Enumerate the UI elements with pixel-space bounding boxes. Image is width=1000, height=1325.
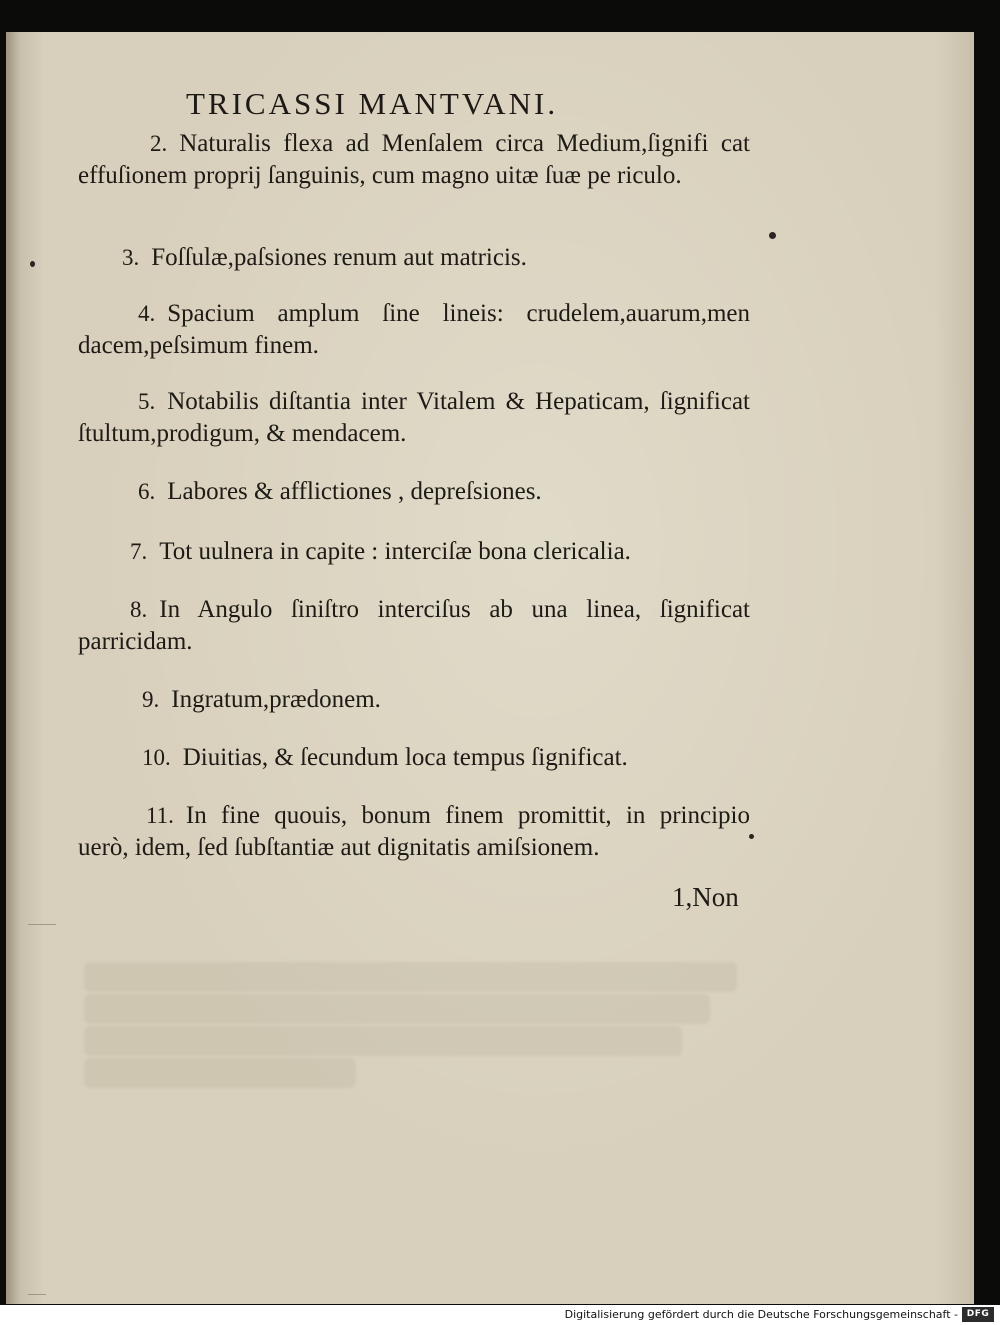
ink-spot xyxy=(30,261,35,267)
entry-5 xyxy=(78,386,750,450)
entry-text: Ingratum,prædonem. xyxy=(171,686,381,713)
entry-3 xyxy=(78,242,750,274)
entry-number: 5. xyxy=(138,389,156,414)
entry-text: In fine quouis, bonum finem promittit, in principio uerò, idem, ſed ſubſtantiæ aut dignitatis amiſsionem. xyxy=(78,802,750,861)
ink-spot xyxy=(769,232,776,239)
entry-text: In Angulo ſiniſtro interciſus ab una linea, ſignificat parricidam. xyxy=(78,596,750,655)
margin-rule xyxy=(28,924,56,925)
entry-number: 4. xyxy=(138,301,156,326)
entry-number: 8. xyxy=(130,597,148,622)
entry-text: Tot uulnera in capite : interciſæ bona clericalia. xyxy=(159,538,631,565)
entry-8 xyxy=(78,594,750,658)
digitization-footer xyxy=(0,1305,1000,1325)
entry-7 xyxy=(78,536,750,568)
entry-text: Labores & afflictiones , depreſsiones. xyxy=(167,478,542,505)
entry-number: 10. xyxy=(142,745,171,770)
dfg-logo: DFG xyxy=(962,1307,994,1322)
running-head: TRICASSI MANTVANI. xyxy=(186,86,559,121)
entry-number: 6. xyxy=(138,479,156,504)
entry-number: 11. xyxy=(146,803,174,828)
entry-number: 9. xyxy=(142,687,160,712)
catchword: 1,Non xyxy=(672,882,739,912)
entry-number: 2. xyxy=(150,131,168,156)
entry-10 xyxy=(78,742,750,774)
entry-4 xyxy=(78,298,750,362)
entry-6 xyxy=(78,476,750,508)
funding-credit: Digitalisierung gefördert durch die Deutsche Forschungsgemeinschaft - xyxy=(564,1308,958,1321)
entry-11 xyxy=(78,800,750,864)
entry-text: Notabilis diſtantia inter Vitalem & Hepaticam, ſignificat ſtultum,prodigum, & mendacem. xyxy=(78,388,750,447)
gutter-shadow xyxy=(6,32,20,1304)
margin-rule xyxy=(28,1294,46,1295)
book-page xyxy=(6,32,974,1304)
entry-9 xyxy=(78,684,750,716)
show-through-text xyxy=(84,962,764,1112)
entry-text: Foſſulæ,paſsiones renum aut matricis. xyxy=(151,244,527,271)
entry-number: 3. xyxy=(122,245,140,270)
entry-text: Spacium amplum ſine lineis: crudelem,auarum,men dacem,peſsimum finem. xyxy=(78,300,750,359)
entry-number: 7. xyxy=(130,539,148,564)
entry-2 xyxy=(78,128,750,192)
entry-text: Diuitias, & ſecundum loca tempus ſignificat. xyxy=(182,744,628,771)
entry-text: Naturalis flexa ad Menſalem circa Medium,ſignifi cat effuſionem proprij ſanguinis, cum magno uitæ ſuæ pe riculo. xyxy=(78,130,750,189)
